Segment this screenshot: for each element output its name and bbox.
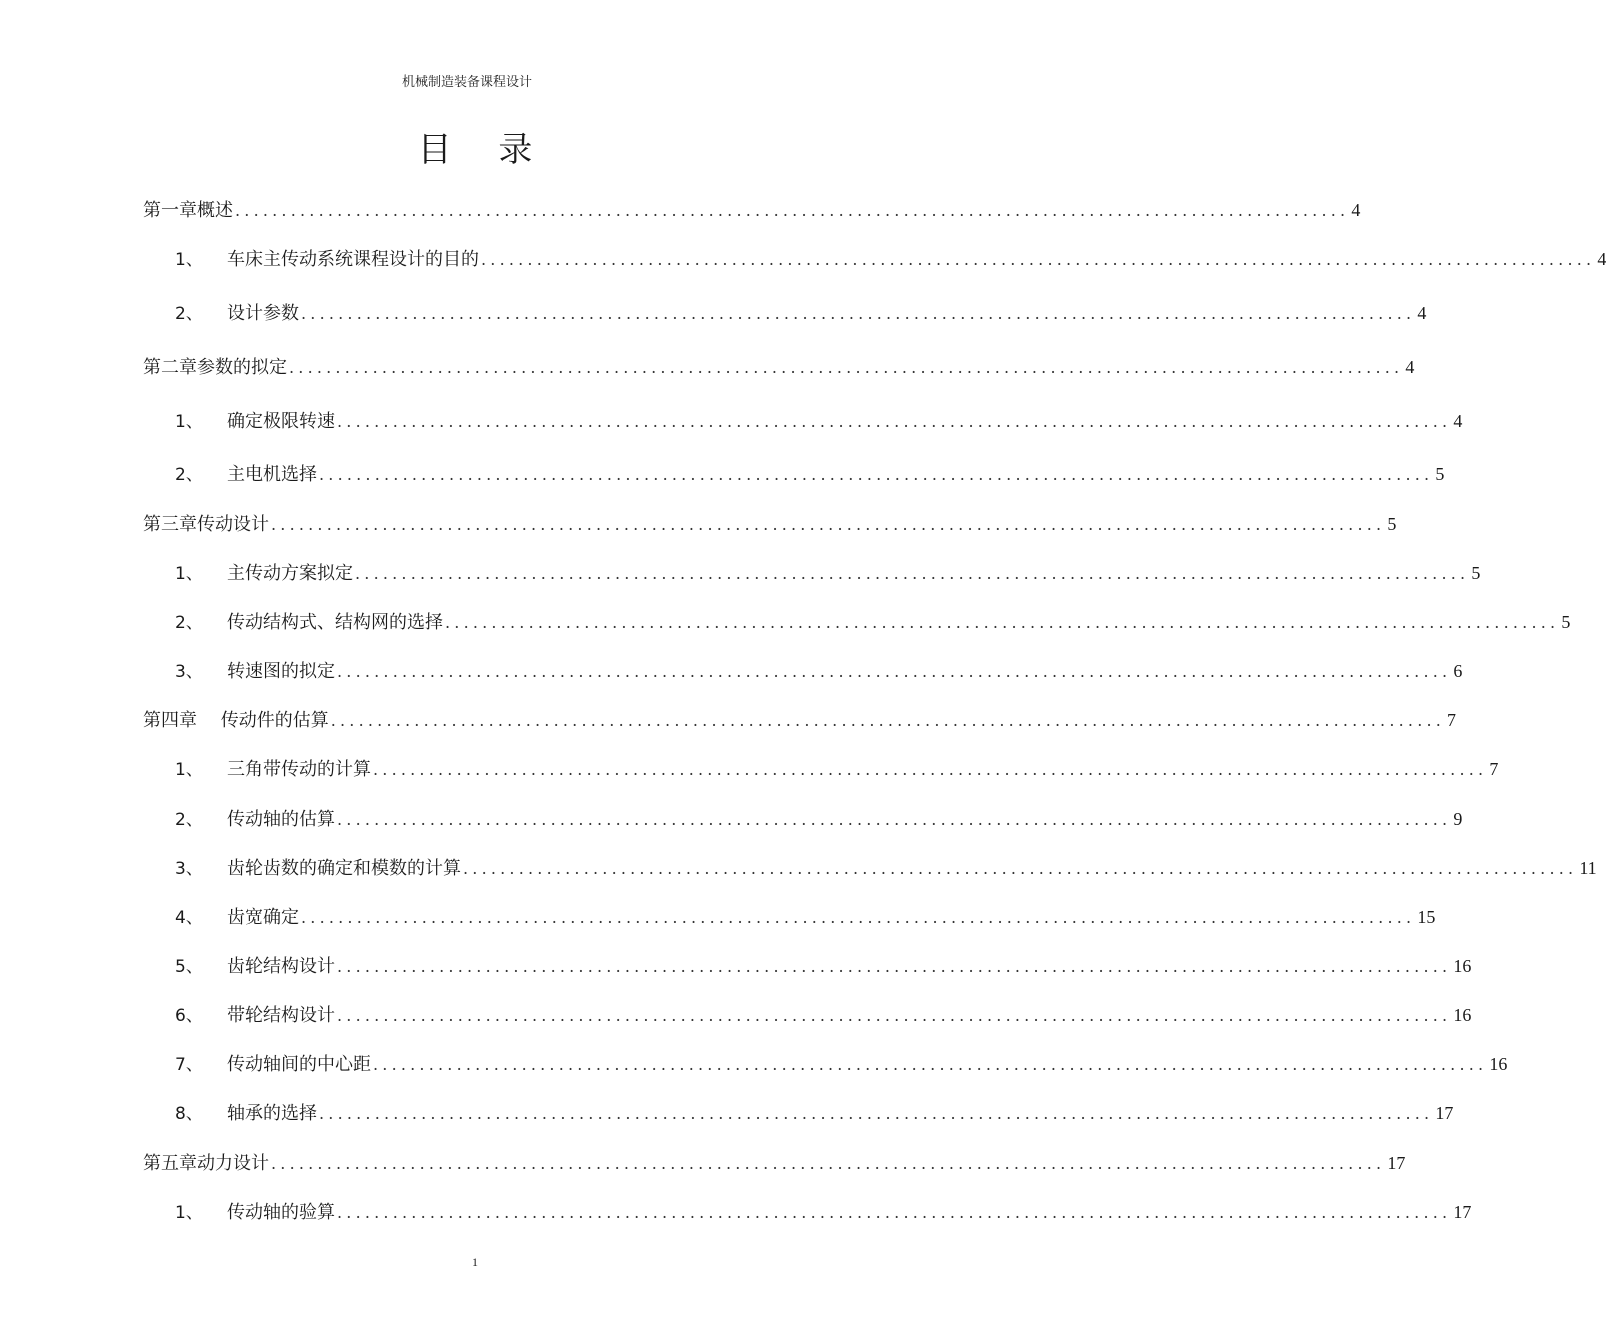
toc-entry-page: 16 xyxy=(1453,956,1472,976)
toc-entry-label: 第一章概述 xyxy=(143,200,233,221)
toc-dot-leader: ........................................................................................................................ xyxy=(481,250,1596,269)
toc-section-entry[interactable] xyxy=(175,1050,1508,1078)
toc-section-entry[interactable] xyxy=(175,952,1472,980)
toc-entry-number: 1、 xyxy=(175,1203,203,1223)
toc-section-entry[interactable] xyxy=(175,559,1481,587)
toc-section-entry[interactable] xyxy=(175,460,1445,488)
toc-section-entry[interactable] xyxy=(175,755,1499,783)
toc-entry-number: 1、 xyxy=(175,250,203,270)
toc-dot-leader: ........................................................................................................................ xyxy=(337,957,1452,976)
toc-entry-page: 7 xyxy=(1447,710,1457,730)
toc-entry-label: 第五章动力设计 xyxy=(143,1153,269,1174)
toc-entry-label: 齿宽确定 xyxy=(227,907,299,928)
toc-dot-leader: ........................................................................................................................ xyxy=(355,564,1470,583)
toc-entry-label: 设计参数 xyxy=(227,303,299,324)
toc-entry-label: 轴承的选择 xyxy=(227,1103,317,1124)
toc-entry-label: 车床主传动系统课程设计的目的 xyxy=(227,249,479,270)
toc-entry-page: 4 xyxy=(1417,303,1427,323)
running-header: 机械制造装备课程设计 xyxy=(402,75,533,90)
toc-section-entry[interactable] xyxy=(175,245,1606,273)
toc-dot-leader: ........................................................................................................................ xyxy=(271,515,1386,534)
toc-chapter-entry[interactable] xyxy=(143,706,1457,734)
toc-section-entry[interactable] xyxy=(175,657,1463,685)
toc-entry-label: 齿轮结构设计 xyxy=(227,956,335,977)
toc-entry-label: 传动结构式、结构网的选择 xyxy=(227,612,443,633)
toc-entry-label: 第四章 传动件的估算 xyxy=(143,710,329,731)
toc-dot-leader: ........................................................................................................................ xyxy=(463,859,1578,878)
toc-entry-label: 传动轴间的中心距 xyxy=(227,1054,371,1075)
toc-dot-leader: ........................................................................................................................ xyxy=(319,1104,1434,1123)
toc-dot-leader: ........................................................................................................................ xyxy=(337,662,1452,681)
toc-entry-number: 8、 xyxy=(175,1104,203,1124)
toc-entry-label: 主电机选择 xyxy=(227,464,317,485)
toc-entry-label: 转速图的拟定 xyxy=(227,661,335,682)
toc-section-entry[interactable] xyxy=(175,1001,1472,1029)
toc-entry-page: 11 xyxy=(1579,858,1597,878)
toc-entry-page: 4 xyxy=(1405,357,1415,377)
toc-entry-page: 5 xyxy=(1561,612,1571,632)
toc-entry-label: 齿轮齿数的确定和模数的计算 xyxy=(227,858,461,879)
toc-chapter-entry[interactable] xyxy=(143,510,1397,538)
toc-entry-page: 7 xyxy=(1489,759,1499,779)
toc-entry-page: 5 xyxy=(1387,514,1397,534)
toc-entry-number: 5、 xyxy=(175,957,203,977)
toc-entry-number: 3、 xyxy=(175,662,203,682)
toc-section-entry[interactable] xyxy=(175,608,1571,636)
toc-chapter-entry[interactable] xyxy=(143,196,1361,224)
toc-chapter-entry[interactable] xyxy=(143,353,1415,381)
toc-title: 目 录 xyxy=(417,130,551,170)
toc-dot-leader: ........................................................................................................................ xyxy=(235,201,1350,220)
toc-entry-page: 17 xyxy=(1453,1202,1472,1222)
toc-entry-label: 主传动方案拟定 xyxy=(227,563,353,584)
toc-entry-page: 5 xyxy=(1435,464,1445,484)
toc-section-entry[interactable] xyxy=(175,805,1463,833)
toc-dot-leader: ........................................................................................................................ xyxy=(271,1154,1386,1173)
toc-dot-leader: ........................................................................................................................ xyxy=(337,810,1452,829)
toc-dot-leader: ........................................................................................................................ xyxy=(301,908,1416,927)
toc-section-entry[interactable] xyxy=(175,854,1597,882)
toc-entry-page: 17 xyxy=(1387,1153,1406,1173)
toc-dot-leader: ........................................................................................................................ xyxy=(445,613,1560,632)
toc-entry-page: 4 xyxy=(1453,411,1463,431)
toc-dot-leader: ........................................................................................................................ xyxy=(337,1203,1452,1222)
toc-dot-leader: ........................................................................................................................ xyxy=(373,760,1488,779)
toc-entry-page: 16 xyxy=(1489,1054,1508,1074)
toc-entry-label: 第二章参数的拟定 xyxy=(143,357,287,378)
toc-entry-number: 7、 xyxy=(175,1055,203,1075)
toc-entry-label: 传动轴的估算 xyxy=(227,809,335,830)
toc-dot-leader: ........................................................................................................................ xyxy=(301,304,1416,323)
toc-entry-number: 1、 xyxy=(175,564,203,584)
toc-entry-number: 1、 xyxy=(175,760,203,780)
toc-dot-leader: ........................................................................................................................ xyxy=(373,1055,1488,1074)
toc-entry-page: 17 xyxy=(1435,1103,1454,1123)
toc-entry-number: 1、 xyxy=(175,412,203,432)
toc-entry-page: 16 xyxy=(1453,1005,1472,1025)
toc-chapter-entry[interactable] xyxy=(143,1149,1406,1177)
toc-section-entry[interactable] xyxy=(175,1198,1472,1226)
toc-entry-label: 带轮结构设计 xyxy=(227,1005,335,1026)
toc-dot-leader: ........................................................................................................................ xyxy=(319,465,1434,484)
toc-entry-label: 第三章传动设计 xyxy=(143,514,269,535)
toc-entry-number: 2、 xyxy=(175,613,203,633)
toc-entry-number: 4、 xyxy=(175,908,203,928)
toc-dot-leader: ........................................................................................................................ xyxy=(289,358,1404,377)
toc-entry-page: 6 xyxy=(1453,661,1463,681)
toc-entry-page: 4 xyxy=(1597,249,1606,269)
toc-section-entry[interactable] xyxy=(175,903,1436,931)
toc-section-entry[interactable] xyxy=(175,407,1463,435)
toc-entry-page: 4 xyxy=(1351,200,1361,220)
toc-entry-label: 三角带传动的计算 xyxy=(227,759,371,780)
toc-entry-number: 3、 xyxy=(175,859,203,879)
toc-entry-number: 2、 xyxy=(175,810,203,830)
toc-dot-leader: ........................................................................................................................ xyxy=(337,412,1452,431)
toc-section-entry[interactable] xyxy=(175,299,1427,327)
toc-entry-number: 6、 xyxy=(175,1006,203,1026)
toc-entry-page: 9 xyxy=(1453,809,1463,829)
toc-dot-leader: ........................................................................................................................ xyxy=(330,711,1446,730)
toc-entry-page: 5 xyxy=(1471,563,1481,583)
page-number: 1 xyxy=(472,1255,478,1269)
toc-entry-label: 传动轴的验算 xyxy=(227,1202,335,1223)
toc-entry-label: 确定极限转速 xyxy=(227,411,335,432)
toc-section-entry[interactable] xyxy=(175,1099,1454,1127)
toc-entry-number: 2、 xyxy=(175,465,203,485)
toc-entry-number: 2、 xyxy=(175,304,203,324)
toc-entry-page: 15 xyxy=(1417,907,1436,927)
toc-dot-leader: ........................................................................................................................ xyxy=(337,1006,1452,1025)
